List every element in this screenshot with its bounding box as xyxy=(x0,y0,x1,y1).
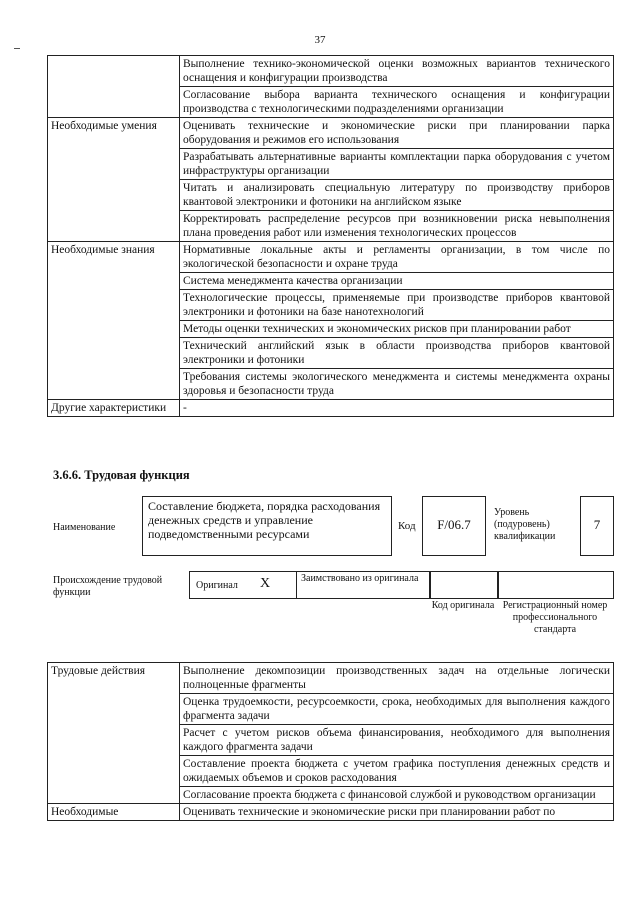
row-label-actions: Трудовые действия xyxy=(48,663,180,804)
table-row xyxy=(48,663,614,694)
row-label-knowledge: Необходимые знания xyxy=(48,242,180,400)
table-cell: Оценивать технические и экономические риски при планировании парка оборудования и режимов его использования xyxy=(180,118,614,149)
code-box xyxy=(422,496,486,556)
table-cell: Расчет с учетом рисков объема финансирования, необходимого для выполнения каждого фрагмента задачи xyxy=(180,725,614,756)
row-label-skills: Необходимые умения xyxy=(48,118,180,242)
table-cell: Технологические процессы, применяемые при производстве приборов квантовой электроники и фотоники на базе нанотехнологий xyxy=(180,290,614,321)
requirements-table-top xyxy=(47,55,614,417)
table-row xyxy=(48,804,614,821)
row-label xyxy=(48,56,180,118)
reg-number-box xyxy=(497,571,614,599)
table-cell: Разрабатывать альтернативные варианты комплектации парка оборудования с учетом инфраструктуры организации xyxy=(180,149,614,180)
table-cell: Читать и анализировать специальную литературу по производству приборов квантовой электроники и фотоники на английском языке xyxy=(180,180,614,211)
section-title: 3.6.6. Трудовая функция xyxy=(53,468,190,482)
table-cell: Методы оценки технических и экономических рисков при планировании работ xyxy=(180,321,614,338)
table-cell: Выполнение декомпозиции производственных задач на отдельные логически полноценные фрагменты xyxy=(180,663,614,694)
table-cell: Согласование выбора варианта технического оснащения и конфигурации производства с технологическими подразделениями организации xyxy=(180,87,614,118)
row-label-required: Необходимые xyxy=(48,804,180,821)
level-label: Уровень (подуровень) квалификации xyxy=(494,507,556,542)
code-value: F/06.7 xyxy=(437,517,471,532)
table-row xyxy=(48,56,614,87)
code-label: Код xyxy=(398,520,416,532)
function-name-box xyxy=(142,496,392,556)
code-original-caption: Код оригинала xyxy=(431,600,495,611)
table-cell: Технический английский язык в области производства приборов квантовой электроники и фотоники xyxy=(180,338,614,369)
table-cell: Составление проекта бюджета с учетом графика поступления денежных средств и ожидаемых объемов и сроков расходования xyxy=(180,756,614,787)
original-mark: X xyxy=(250,572,297,598)
code-original-box xyxy=(429,571,499,599)
origin-label: Происхождение трудовой функции xyxy=(53,575,163,598)
page-number: 37 xyxy=(314,34,326,46)
borrowed-label: Заимствовано из оригинала xyxy=(301,573,419,584)
table-row xyxy=(48,118,614,149)
row-label-other: Другие характеристики xyxy=(48,400,180,417)
table-cell: Нормативные локальные акты и регламенты организации, в том числе по экологической безопасности и охране труда xyxy=(180,242,614,273)
table-cell: Выполнение технико-экономической оценки возможных вариантов технического оснащения и конфигурации производства xyxy=(180,56,614,87)
table-cell: - xyxy=(180,400,614,417)
table-cell: Система менеджмента качества организации xyxy=(180,273,614,290)
scan-mark xyxy=(14,48,20,49)
function-name: Составление бюджета, порядка расходования денежных средств и управление подведомственными ресурсами xyxy=(148,499,381,541)
name-label: Наименование xyxy=(53,522,116,533)
table-row xyxy=(48,242,614,273)
table-cell: Согласование проекта бюджета с финансовой службой и руководством организации xyxy=(180,787,614,804)
labor-actions-table xyxy=(47,662,614,821)
level-box xyxy=(580,496,614,556)
level-value: 7 xyxy=(593,517,601,532)
table-row xyxy=(48,400,614,417)
origin-box xyxy=(189,571,431,599)
reg-number-caption: Регистрационный номер профессионального стандарта xyxy=(502,600,608,635)
original-label: Оригинал xyxy=(196,580,238,591)
table-cell: Оценивать технические и экономические риски при планировании работ по xyxy=(180,804,614,821)
table-cell: Корректировать распределение ресурсов при возникновении риска невыполнения плана проведения работ или изменения технологических процессов xyxy=(180,211,614,242)
table-cell: Требования системы экологического менеджмента и системы менеджмента охраны здоровья и безопасности труда xyxy=(180,369,614,400)
table-cell: Оценка трудоемкости, ресурсоемкости, срока, необходимых для выполнения каждого фрагмента задачи xyxy=(180,694,614,725)
